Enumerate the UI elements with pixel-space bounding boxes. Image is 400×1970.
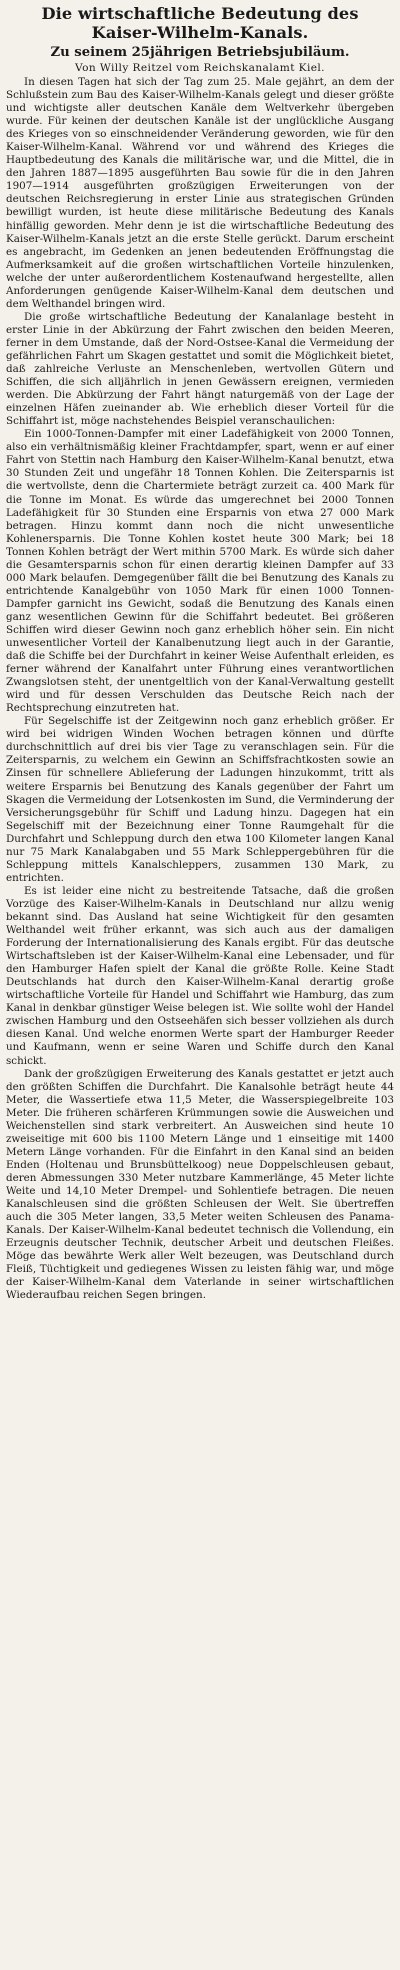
paragraph-5: Es ist leider eine nicht zu bestreitende Tatsache, daß die großen Vorzüge des Kaiser-Wilhelm-Kanals in Deutschland nur allzu wenig bekannt sind. Das Ausland hat seine Wichtigkeit für den gesamten Welthandel weit früher erkannt, was sich auch aus der damaligen Forderung der Internationalisierung des Kanals ergibt. Für das deutsche Wirtschaftsleben ist der Kaiser-Wilhelm-Kanal eine Lebensader, und für den Hamburger Hafen spielt der Kanal die größte Rolle. Keine Stadt Deutschlands hat durch den Kaiser-Wilhelm-Kanal derartig große wirtschaftliche Vorteile für Handel und Schiffahrt wie Hamburg, das zum Kanal in denkbar günstiger Weise belegen ist. Wie sollte wohl der Handel zwischen Hamburg und den Ostseehäfen sich besser vollziehen als durch diesen Kanal. Und welche enormen Werte spart der Hamburger Reeder und Kaufmann, wenn er seine Waren und Schiffe durch den Kanal schickt. (6, 884, 394, 1067)
newspaper-article (6, 0, 394, 1302)
headline-line-1: Die wirtschaftliche Bedeutung des (41, 4, 359, 23)
article-subheadline: Zu seinem 25jährigen Betriebsjubiläum. (50, 45, 350, 60)
paragraph-1: In diesen Tagen hat sich der Tag zum 25. Male gejährt, an dem der Schlußstein zum Bau des Kaiser-Wilhelm-Kanals gelegt und dieser größte und wichtigste aller deutschen Kanäle dem Weltverkehr übergeben wurde. Für keinen der deutschen Kanäle ist der unglückliche Ausgang des Krieges von so einschneidender Veränderung geworden, wie für den Kaiser-Wilhelm-Kanal. Während vor und während des Krieges die Hauptbedeutung des Kanals die militärische war, und die Mittel, die in den Jahren 1887—1895 ausgeführten Bau sowie für die in den Jahren 1907—1914 ausgeführten großzügigen Erweiterungen von der deutschen Reichsregierung in erster Linie aus strategischen Gründen bewilligt wurden, ist heute diese militärische Bedeutung des Kanals hinfällig geworden. Mehr denn je ist die wirtschaftliche Bedeutung des Kaiser-Wilhelm-Kanals jetzt an die erste Stelle gerückt. Darum erscheint es angebracht, im Gedenken an jenen bedeutenden Eröffnungstag die Aufmerksamkeit auf die großen wirtschaftlichen Vorteile hinzulenken, welche der unter außerordentlichem Kostenaufwand hergestellte, allen Anforderungen genügende Kaiser-Wilhelm-Kanal dem deutschen und dem Welthandel bringen wird. (6, 76, 394, 310)
article-headline (6, 4, 394, 42)
paragraph-2: Die große wirtschaftliche Bedeutung der Kanalanlage besteht in erster Linie in der Abkürzung der Fahrt zwischen den beiden Meeren, ferner in dem Umstande, daß der Nord-Ostsee-Kanal die Vermeidung der gefährlichen Fahrt um Skagen gestattet und somit die Möglichkeit bietet, daß zahlreiche Verluste an Menschenleben, wertvollen Gütern und Schiffen, die sich alljährlich in jenen Gewässern ereignen, vermieden werden. Die Abkürzung der Fahrt hängt naturgemäß von der Lage der einzelnen Häfen zueinander ab. Wie erheblich dieser Vorteil für die Schiffahrt ist, möge nachstehendes Beispiel veranschaulichen: (6, 310, 394, 428)
paragraph-3: Ein 1000-Tonnen-Dampfer mit einer Ladefähigkeit von 2000 Tonnen, also ein verhältnismäßig kleiner Frachtdampfer, spart, wenn er auf einer Fahrt von Stettin nach Hamburg den Kaiser-Wilhelm-Kanal benutzt, etwa 30 Stunden Zeit und ungefähr 18 Tonnen Kohlen. Die Zeitersparnis ist die wertvollste, denn die Chartermiete beträgt zurzeit ca. 400 Mark für die Tonne im Monat. Es würde das umgerechnet bei 2000 Tonnen Ladefähigkeit für 30 Stunden eine Ersparnis von etwa 27 000 Mark betragen. Hinzu kommt dann noch die nicht unwesentliche Kohlenersparnis. Die Tonne Kohlen kostet heute 300 Mark; bei 18 Tonnen Kohlen beträgt der Wert mithin 5700 Mark. Es würde sich daher die Gesamtersparnis schon für einen derartig kleinen Dampfer auf 33 000 Mark belaufen. Demgegenüber fällt die bei Benutzung des Kanals zu entrichtende Kanalgebühr von 1050 Mark für einen 1000 Tonnen-Dampfer garnicht ins Gewicht, sodaß die Benutzung des Kanals einen ganz wesentlichen Gewinn für die Schiffahrt bedeutet. Bei größeren Schiffen wird dieser Gewinn noch ganz erheblich höher sein. Ein nicht unwesentlicher Vorteil der Kanalbenutzung liegt auch in der Garantie, daß die Schiffe bei der Durchfahrt in keiner Weise Aufenthalt erleiden, es ferner während der Kanalfahrt unter Führung eines verantwortlichen Zwangslotsen steht, der unentgeltlich von der Kanal-Verwaltung gestellt wird und für dessen Verschulden das Deutsche Reich nach der Rechtsprechung einzutreten hat. (6, 428, 394, 715)
headline-line-2: Kaiser-Wilhelm-Kanals. (91, 23, 309, 42)
paragraph-4: Für Segelschiffe ist der Zeitgewinn noch ganz erheblich größer. Er wird bei widrigen Winden Wochen betragen können und dürfte durchschnittlich auf drei bis vier Tage zu veranschlagen sein. Für die Zeitersparnis, zu welchem ein Gewinn an Schiffsfrachtkosten sowie an Zinsen für schnellere Ablieferung der Ladungen hinzukommt, tritt als weitere Ersparnis bei Benutzung des Kanals gegenüber der Fahrt um Skagen die Vermeidung der Lotsenkosten im Sund, die Verminderung der Versicherungsgebühr für Schiff und Ladung hinzu. Dagegen hat ein Segelschiff mit der Bezeichnung einer Tonne Raumgehalt für die Durchfahrt und Schleppung durch den etwa 100 Kilometer langen Kanal nur 75 Mark Kanalabgaben und 55 Mark Schleppergebühren für die Schleppung mittels Kanalschleppers, zusammen 130 Mark, zu entrichten. (6, 715, 394, 884)
article-byline: Von Willy Reitzel vom Reichskanalamt Kiel. (75, 62, 325, 74)
paragraph-6: Dank der großzügigen Erweiterung des Kanals gestattet er jetzt auch den größten Schiffen die Durchfahrt. Die Kanalsohle beträgt heute 44 Meter, die Wassertiefe etwa 11,5 Meter, die Wasserspiegelbreite 103 Meter. Die früheren schärferen Krümmungen sowie die Ausweichen und Weichenstellen sind stark verbreitert. An Ausweichen sind heute 10 zweiseitige mit 600 bis 1100 Metern Länge und 1 einseitige mit 1400 Metern Länge vorhanden. Für die Einfahrt in den Kanal sind an beiden Enden (Holtenau und Brunsbüttelkoog) neue Doppelschleusen gebaut, deren Abmessungen 330 Meter nutzbare Kammerlänge, 45 Meter lichte Weite und 14,10 Meter Drempel- und Sohlentiefe betragen. Die neuen Kanalschleusen sind die größten Schleusen der Welt. Sie übertreffen auch die 305 Meter langen, 33,5 Meter weiten Schleusen des Panama-Kanals. Der Kaiser-Wilhelm-Kanal bedeutet technisch die Vollendung, ein Erzeugnis deutscher Technik, deutscher Arbeit und deutschen Fleißes. Möge das bewährte Werk aller Welt bezeugen, was Deutschland durch Fleiß, Tüchtigkeit und gediegenes Wissen zu leisten fähig war, und möge der Kaiser-Wilhelm-Kanal dem Vaterlande in seiner wirtschaftlichen Wiederaufbau reichen Segen bringen. (6, 1067, 394, 1302)
